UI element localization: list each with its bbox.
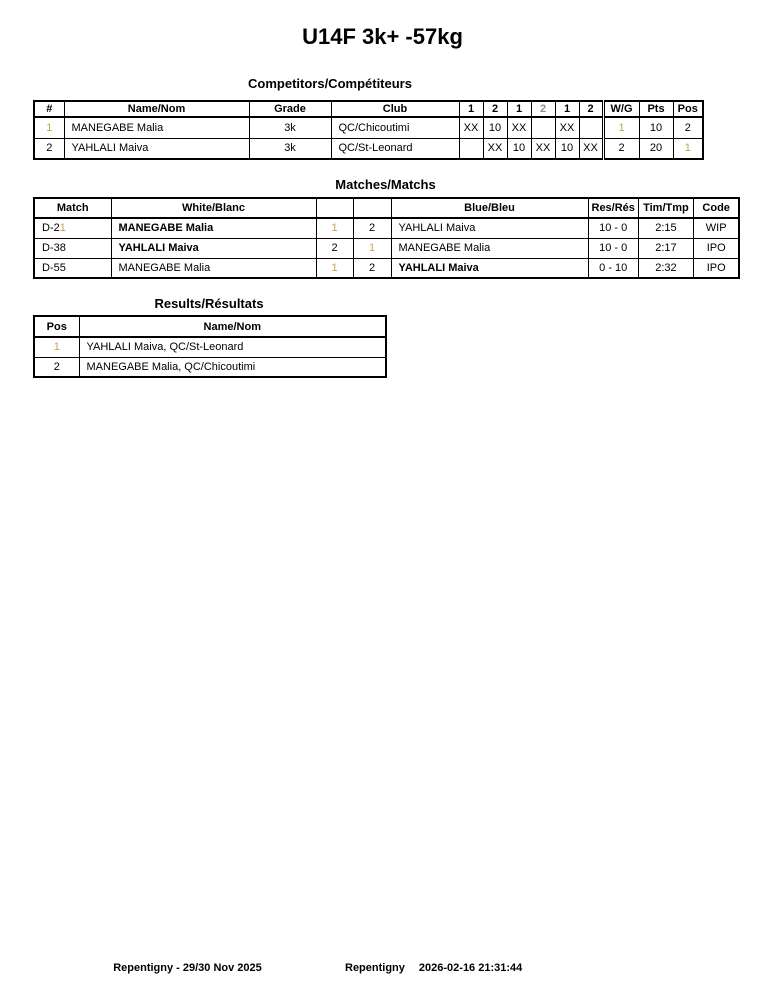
score-cell bbox=[459, 138, 483, 159]
competitor-club: QC/Chicoutimi bbox=[331, 117, 459, 138]
header-num: # bbox=[34, 101, 64, 117]
header-grade: Grade bbox=[249, 101, 331, 117]
header-pts: Pts bbox=[639, 101, 673, 117]
header-name: Name/Nom bbox=[79, 316, 386, 337]
footer-location: Repentigny bbox=[345, 962, 405, 974]
match-row bbox=[34, 218, 739, 238]
competitor-pts: 20 bbox=[639, 138, 673, 159]
header-name: Name/Nom bbox=[64, 101, 249, 117]
competitor-wg: 2 bbox=[603, 138, 639, 159]
white-num: 1 bbox=[316, 258, 353, 278]
competitor-name: YAHLALI Maiva bbox=[64, 138, 249, 159]
competitor-grade: 3k bbox=[249, 138, 331, 159]
match-result: 10 - 0 bbox=[588, 238, 638, 258]
header-pos: Pos bbox=[673, 101, 703, 117]
footer-event-date: Repentigny - 29/30 Nov 2025 bbox=[113, 962, 262, 974]
score-cell: XX bbox=[459, 117, 483, 138]
match-time: 2:32 bbox=[638, 258, 693, 278]
competitor-name: MANEGABE Malia bbox=[64, 117, 249, 138]
header-round-6: 2 bbox=[579, 101, 603, 117]
white-name: YAHLALI Maiva bbox=[111, 238, 316, 258]
match-id-prefix: D-2 bbox=[42, 222, 60, 235]
results-header-row bbox=[34, 316, 386, 337]
score-cell: 10 bbox=[507, 138, 531, 159]
white-num: 1 bbox=[316, 218, 353, 238]
header-pos: Pos bbox=[34, 316, 79, 337]
competitor-num: 2 bbox=[34, 138, 64, 159]
score-cell: XX bbox=[483, 138, 507, 159]
competitor-grade: 3k bbox=[249, 117, 331, 138]
section-title-competitors: Competitors/Compétiteurs bbox=[248, 76, 412, 91]
score-cell: XX bbox=[507, 117, 531, 138]
result-row bbox=[34, 337, 386, 357]
competitors-table bbox=[33, 100, 704, 160]
blue-num: 2 bbox=[353, 258, 391, 278]
score-cell: 10 bbox=[483, 117, 507, 138]
match-result: 0 - 10 bbox=[588, 258, 638, 278]
match-id-gold-digit: 1 bbox=[59, 222, 66, 235]
header-blue-num bbox=[353, 198, 391, 218]
page-title: U14F 3k+ -57kg bbox=[302, 24, 463, 49]
header-round-4: 2 bbox=[531, 101, 555, 117]
header-res: Res/Rés bbox=[588, 198, 638, 218]
header-white: White/Blanc bbox=[111, 198, 316, 218]
result-pos: 2 bbox=[34, 357, 79, 377]
header-tim: Tim/Tmp bbox=[638, 198, 693, 218]
result-name: MANEGABE Malia, QC/Chicoutimi bbox=[79, 357, 386, 377]
competitor-wg: 1 bbox=[603, 117, 639, 138]
match-result: 10 - 0 bbox=[588, 218, 638, 238]
match-code: IPO bbox=[693, 238, 739, 258]
competitor-club: QC/St-Leonard bbox=[331, 138, 459, 159]
blue-name: YAHLALI Maiva bbox=[391, 258, 588, 278]
competitor-pos: 1 bbox=[673, 138, 703, 159]
header-club: Club bbox=[331, 101, 459, 117]
header-round-5: 1 bbox=[555, 101, 579, 117]
competitor-pos: 2 bbox=[673, 117, 703, 138]
header-match: Match bbox=[34, 198, 111, 218]
score-cell: XX bbox=[531, 138, 555, 159]
result-pos: 1 bbox=[34, 337, 79, 357]
result-name: YAHLALI Maiva, QC/St-Leonard bbox=[79, 337, 386, 357]
header-round-3: 1 bbox=[507, 101, 531, 117]
match-id-prefix: D-38 bbox=[42, 242, 66, 254]
match-code: IPO bbox=[693, 258, 739, 278]
match-code: WIP bbox=[693, 218, 739, 238]
score-cell: 10 bbox=[555, 138, 579, 159]
matches-header-row bbox=[34, 198, 739, 218]
match-row bbox=[34, 258, 739, 278]
section-title-matches: Matches/Matchs bbox=[335, 177, 436, 192]
header-round-1: 1 bbox=[459, 101, 483, 117]
score-cell bbox=[579, 117, 603, 138]
header-code: Code bbox=[693, 198, 739, 218]
score-cell: XX bbox=[579, 138, 603, 159]
white-num: 2 bbox=[316, 238, 353, 258]
blue-name: YAHLALI Maiva bbox=[391, 218, 588, 238]
section-title-results: Results/Résultats bbox=[154, 296, 264, 311]
blue-name: MANEGABE Malia bbox=[391, 238, 588, 258]
competitor-row bbox=[34, 138, 703, 159]
match-id bbox=[34, 238, 111, 258]
footer-timestamp: 2026-02-16 21:31:44 bbox=[418, 962, 523, 974]
white-name: MANEGABE Malia bbox=[111, 218, 316, 238]
match-row bbox=[34, 238, 739, 258]
match-id bbox=[34, 258, 111, 278]
white-name: MANEGABE Malia bbox=[111, 258, 316, 278]
match-id bbox=[34, 218, 111, 238]
header-blue: Blue/Bleu bbox=[391, 198, 588, 218]
header-white-num bbox=[316, 198, 353, 218]
score-cell: XX bbox=[555, 117, 579, 138]
competitor-row bbox=[34, 117, 703, 138]
results-table bbox=[33, 315, 387, 378]
result-row bbox=[34, 357, 386, 377]
competitors-header-row bbox=[34, 101, 703, 117]
blue-num: 2 bbox=[353, 218, 391, 238]
footer-print-info bbox=[345, 962, 522, 974]
match-time: 2:17 bbox=[638, 238, 693, 258]
match-id-prefix: D-55 bbox=[42, 261, 66, 274]
matches-table bbox=[33, 197, 740, 279]
competitor-num: 1 bbox=[34, 117, 64, 138]
score-cell bbox=[531, 117, 555, 138]
blue-num: 1 bbox=[353, 238, 391, 258]
header-round-2: 2 bbox=[483, 101, 507, 117]
header-wg: W/G bbox=[603, 101, 639, 117]
competitor-pts: 10 bbox=[639, 117, 673, 138]
match-time: 2:15 bbox=[638, 218, 693, 238]
